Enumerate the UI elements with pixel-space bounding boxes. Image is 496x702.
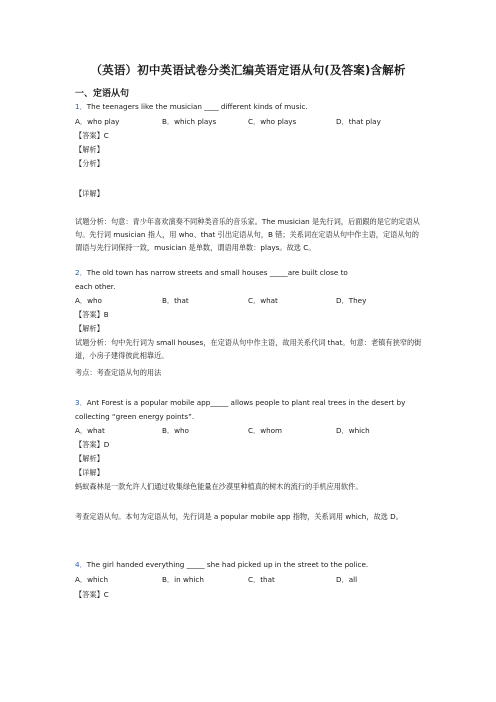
q4-option-c: C．that <box>248 575 275 584</box>
q1-fenxi-label: 【分析】 <box>75 159 104 168</box>
q4-answer: 【答案】C <box>75 590 109 599</box>
q3-option-d: D．which <box>336 426 370 435</box>
q1-answer: 【答案】C <box>75 131 109 140</box>
q3-point: 考查定语从句。本句为定语从句，先行词是 a popular mobile app 指物，关系词用 which，故选 D。 <box>75 512 403 521</box>
question-text: The girl handed everything _____ she had picked up in the street to the police. <box>86 560 369 569</box>
question-text: The teenagers like the musician ____ different kinds of music. <box>86 102 308 111</box>
q4-option-b: B．in which <box>162 575 204 584</box>
q2-option-b: B．that <box>162 296 189 305</box>
q3-answer: 【答案】D <box>75 440 110 449</box>
q4-option-d: D．all <box>336 575 358 584</box>
q3-explanation: 蚂蚁森林是一款允许人们通过收集绿色能量在沙漠里种植真的树木的流行的手机应用软件。 <box>75 482 363 491</box>
question-text: Ant Forest is a popular mobile app_____ allows people to plant real trees in the desert by <box>86 398 406 407</box>
question-4-stem <box>75 560 368 570</box>
q2-jiexi-label: 【解析】 <box>75 324 104 333</box>
question-3-stem-line2: collecting “green energy points”. <box>75 412 195 421</box>
q3-option-b: B．who <box>162 426 189 435</box>
question-3-stem-line1 <box>75 398 405 408</box>
q1-jiexi-label: 【解析】 <box>75 145 104 154</box>
q3-option-c: C．whom <box>248 426 283 435</box>
question-number: 1． <box>75 102 87 111</box>
q1-explanation: 试题分析：句意：青少年喜欢演奏不同种类音乐的音乐家。The musician 是先行词，后面跟的是它的定语从句。先行词 musician 指人，用 who、that 引出定语从句，B 错；关系词在定语从句中作主语，定语从句的谓语与先行词保持一致，musician 是单数，谓语用单数：plays。故选 C。 <box>75 217 420 252</box>
q1-option-d: D．that play <box>336 117 381 126</box>
q1-option-c: C．who plays <box>248 117 297 126</box>
question-text: The old town has narrow streets and small houses _____are built close to <box>86 268 348 277</box>
question-number: 3． <box>75 398 87 407</box>
document-title: （英语）初中英语试卷分类汇编英语定语从句(及答案)含解析 <box>90 63 406 77</box>
question-1-stem <box>75 102 308 112</box>
q1-option-b: B．which plays <box>162 117 217 126</box>
q1-option-a: A．who play <box>75 117 120 126</box>
q2-point: 考点：考查定语从句的用法 <box>75 368 162 377</box>
q2-option-a: A．who <box>75 296 102 305</box>
q4-option-a: A．which <box>75 575 109 584</box>
question-number: 4． <box>75 560 87 569</box>
question-number: 2． <box>75 268 87 277</box>
q1-xiangjie-label: 【详解】 <box>75 189 104 198</box>
question-2-stem-line2: each other. <box>75 282 116 291</box>
q2-explanation: 试题分析：句中先行词为 small houses，在定语从句中作主语，故用关系代词 that。句意：老镇有狭窄的街道，小房子建得彼此相靠近。 <box>75 338 422 360</box>
q2-answer: 【答案】B <box>75 310 109 319</box>
q3-option-a: A．what <box>75 426 105 435</box>
q3-jiexi-label: 【解析】 <box>75 454 104 463</box>
question-2-stem-line1 <box>75 268 348 278</box>
section-heading: 一、定语从句 <box>75 89 130 99</box>
q2-option-c: C．what <box>248 296 278 305</box>
q3-xiangjie-label: 【详解】 <box>75 468 104 477</box>
q2-option-d: D．They <box>336 296 367 305</box>
